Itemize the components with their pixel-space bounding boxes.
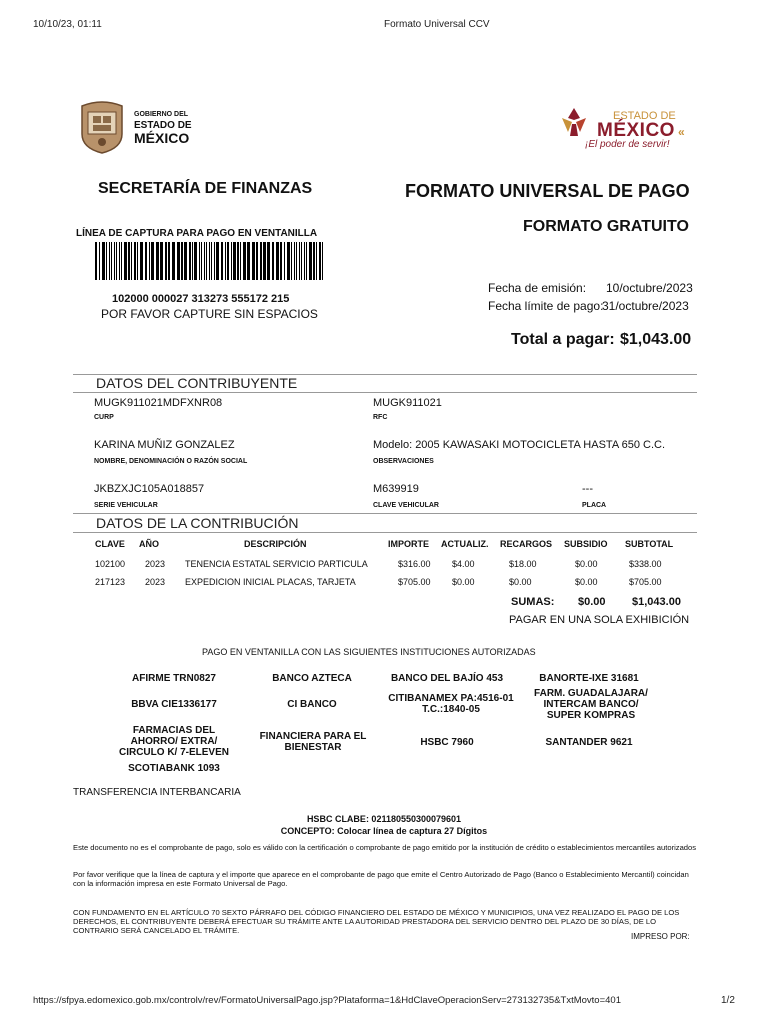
barcode-bar bbox=[280, 242, 282, 280]
barcode-bar bbox=[189, 242, 191, 280]
pago-note: PAGAR EN UNA SOLA EXHIBICIÓN bbox=[509, 614, 690, 626]
barcode-bar bbox=[121, 242, 122, 280]
barcode-bar bbox=[194, 242, 197, 280]
institution-item: FARMACIAS DEL AHORRO/ EXTRA/ CIRCULO K/ 7-ELEVEN bbox=[118, 725, 229, 758]
barcode-bar bbox=[304, 242, 305, 280]
barcode-bar bbox=[309, 242, 312, 280]
row1-descripcion: TENENCIA ESTATAL SERVICIO PARTICULA bbox=[185, 559, 368, 569]
observaciones-label: OBSERVACIONES bbox=[373, 458, 434, 465]
barcode-bar bbox=[267, 242, 270, 280]
barcode-bar bbox=[227, 242, 229, 280]
state-brand-icon bbox=[558, 106, 590, 138]
barcode-bar bbox=[214, 242, 215, 280]
institution-item: CI BANCO bbox=[287, 699, 337, 710]
barcode-bar bbox=[252, 242, 255, 280]
state-coat-of-arms-icon bbox=[79, 100, 125, 154]
sumas-subsidio: $0.00 bbox=[578, 596, 606, 608]
institution-item: CITIBANAMEX PA:4516-01 T.C.:1840-05 bbox=[388, 693, 514, 715]
institution-item: SCOTIABANK 1093 bbox=[128, 763, 220, 774]
barcode-bar bbox=[201, 242, 202, 280]
barcode-bar bbox=[316, 242, 317, 280]
institution-item: BANCO DEL BAJÍO 453 bbox=[390, 673, 504, 684]
contribuyente-title: DATOS DEL CONTRIBUYENTE bbox=[96, 375, 298, 391]
sumas-total: $1,043.00 bbox=[632, 596, 681, 608]
captura-number: 102000 000027 313273 555172 215 bbox=[112, 293, 290, 305]
barcode-bar bbox=[184, 242, 187, 280]
document-title: FORMATO UNIVERSAL DE PAGO bbox=[405, 181, 690, 201]
barcode-bar bbox=[165, 242, 167, 280]
row1-clave: 102100 bbox=[95, 559, 126, 569]
nombre-label: NOMBRE, DENOMINACIÓN O RAZÓN SOCIAL bbox=[94, 458, 248, 465]
row2-clave: 217123 bbox=[95, 577, 126, 587]
note-fundamento: CON FUNDAMENTO EN EL ARTÍCULO 70 SEXTO PÁRRAFO DEL CÓDIGO FINANCIERO DEL ESTADO DE MÉXICO Y MUNICIPIOS, UNA VEZ REALIZADO EL PAGO DE LOS DERECHOS, EL CONTRIBUYENTE DEBERÁ EFECTUAR SU TRÁMITE ANTE LA AUTORIDAD PRESTADORA DEL SERVICIO DENTRO DEL PLAZO DE 30 DÍAS, DE LO CONTRARIO SERÁ CANCELADO EL TRÁMITE. bbox=[73, 908, 680, 935]
total-label: Total a pagar: bbox=[511, 331, 615, 348]
clave-vehicular-value: M639919 bbox=[373, 483, 419, 495]
barcode-bar bbox=[263, 242, 266, 280]
barcode-bar bbox=[99, 242, 100, 280]
row2-recargos: $0.00 bbox=[509, 577, 532, 587]
col-clave: CLAVE bbox=[95, 539, 125, 549]
barcode-bar bbox=[172, 242, 175, 280]
barcode-bar bbox=[294, 242, 295, 280]
fecha-limite: 31/octubre/2023 bbox=[602, 299, 689, 313]
barcode-bar bbox=[131, 242, 132, 280]
transferencia-clabe: HSBC CLABE: 021180550300079601 bbox=[306, 814, 462, 824]
institution-item: FARM. GUADALAJARA/ INTERCAM BANCO/ SUPER KOMPRAS bbox=[534, 688, 648, 721]
barcode-bar bbox=[119, 242, 120, 280]
row1-importe: $316.00 bbox=[398, 559, 431, 569]
state-logo-line2: MÉXICO bbox=[597, 120, 675, 141]
barcode-bar bbox=[95, 242, 97, 280]
barcode-bar bbox=[149, 242, 150, 280]
barcode bbox=[95, 242, 327, 280]
institution-item: BANORTE-IXE 31681 bbox=[539, 673, 639, 684]
barcode-bar bbox=[209, 242, 210, 280]
fecha-limite-label: Fecha límite de pago: bbox=[488, 299, 604, 313]
barcode-bar bbox=[140, 242, 143, 280]
section-divider bbox=[73, 513, 697, 514]
institution-item: SANTANDER 9621 bbox=[545, 737, 633, 748]
row1-subsidio: $0.00 bbox=[575, 559, 598, 569]
institution-item: FINANCIERA PARA EL BIENESTAR bbox=[259, 731, 367, 753]
barcode-bar bbox=[306, 242, 307, 280]
barcode-bar bbox=[106, 242, 107, 280]
contribucion-title: DATOS DE LA CONTRIBUCIÓN bbox=[96, 515, 299, 531]
barcode-bar bbox=[231, 242, 232, 280]
row2-descripcion: EXPEDICION INICIAL PLACAS, TARJETA bbox=[185, 577, 356, 587]
gov-logo-line1: GOBIERNO DEL bbox=[134, 111, 189, 118]
barcode-bar bbox=[260, 242, 262, 280]
barcode-bar bbox=[192, 242, 193, 280]
impreso-por-label: IMPRESO POR: bbox=[631, 932, 690, 941]
transferencia-label: TRANSFERENCIA INTERBANCARIA bbox=[73, 787, 241, 798]
serie-label: SERIE VEHICULAR bbox=[94, 502, 158, 509]
row2-subsidio: $0.00 bbox=[575, 577, 598, 587]
print-page-title: Formato Universal CCV bbox=[384, 19, 490, 30]
sumas-label: SUMAS: bbox=[511, 596, 555, 608]
row1-recargos: $18.00 bbox=[509, 559, 537, 569]
fecha-emision: 10/octubre/2023 bbox=[606, 281, 693, 295]
barcode-bar bbox=[322, 242, 323, 280]
col-importe: IMPORTE bbox=[388, 539, 430, 549]
rfc-label: RFC bbox=[373, 414, 388, 421]
barcode-bar bbox=[247, 242, 250, 280]
observaciones-value: Modelo: 2005 KAWASAKI MOTOCICLETA HASTA 650 C.C. bbox=[373, 439, 666, 451]
captura-note: POR FAVOR CAPTURE SIN ESPACIOS bbox=[101, 307, 318, 321]
barcode-bar bbox=[116, 242, 117, 280]
state-logo-line1: ESTADO DE bbox=[613, 110, 676, 122]
barcode-bar bbox=[240, 242, 241, 280]
barcode-bar bbox=[160, 242, 163, 280]
barcode-bar bbox=[111, 242, 112, 280]
barcode-bar bbox=[109, 242, 110, 280]
barcode-bar bbox=[272, 242, 274, 280]
document-subtitle: FORMATO GRATUITO bbox=[523, 218, 689, 235]
barcode-bar bbox=[225, 242, 226, 280]
barcode-bar bbox=[237, 242, 239, 280]
secretaria-title: SECRETARÍA DE FINANZAS bbox=[98, 180, 313, 197]
print-page-number: 1/2 bbox=[721, 995, 735, 1006]
barcode-bar bbox=[287, 242, 290, 280]
section-divider bbox=[73, 392, 697, 393]
barcode-bar bbox=[181, 242, 183, 280]
institution-item: BBVA CIE1336177 bbox=[131, 699, 217, 710]
barcode-bar bbox=[124, 242, 127, 280]
captura-label: LÍNEA DE CAPTURA PARA PAGO EN VENTANILLA bbox=[76, 228, 318, 239]
barcode-bar bbox=[291, 242, 292, 280]
barcode-bar bbox=[177, 242, 180, 280]
col-subsidio: SUBSIDIO bbox=[564, 539, 608, 549]
curp-value: MUGK911021MDFXNR08 bbox=[94, 397, 223, 409]
barcode-bar bbox=[156, 242, 159, 280]
barcode-bar bbox=[151, 242, 154, 280]
col-actualiz: ACTUALIZ. bbox=[441, 539, 489, 549]
row1-actualiz: $4.00 bbox=[452, 559, 475, 569]
row2-actualiz: $0.00 bbox=[452, 577, 475, 587]
clave-vehicular-label: CLAVE VEHICULAR bbox=[373, 502, 439, 509]
barcode-bar bbox=[233, 242, 236, 280]
barcode-bar bbox=[145, 242, 147, 280]
col-anio: AÑO bbox=[139, 539, 159, 549]
barcode-bar bbox=[301, 242, 302, 280]
row2-anio: 2023 bbox=[145, 577, 166, 587]
barcode-bar bbox=[276, 242, 279, 280]
gov-logo-line2: ESTADO DE bbox=[134, 120, 192, 131]
transferencia-concepto: CONCEPTO: Colocar línea de captura 27 Dígitos bbox=[280, 826, 488, 836]
gov-logo-line3: MÉXICO bbox=[134, 130, 190, 146]
print-url[interactable]: https://sfpya.edomexico.gob.mx/controlv/rev/FormatoUniversalPago.jsp?Plataforma=1&HdClaveOperacionServ=273132735&TxtMovto=401 bbox=[33, 995, 621, 1006]
placa-label: PLACA bbox=[582, 502, 607, 509]
barcode-bar bbox=[114, 242, 115, 280]
barcode-bar bbox=[102, 242, 105, 280]
barcode-bar bbox=[204, 242, 205, 280]
state-logo-slogan: ¡El poder de servir! bbox=[585, 139, 670, 150]
instituciones-title: PAGO EN VENTANILLA CON LAS SIGUIENTES INSTITUCIONES AUTORIZADAS bbox=[202, 647, 536, 657]
total-amount: $1,043.00 bbox=[620, 331, 692, 348]
barcode-bar bbox=[243, 242, 246, 280]
barcode-bar bbox=[199, 242, 200, 280]
fecha-emision-label: Fecha de emisión: bbox=[488, 281, 587, 295]
barcode-bar bbox=[299, 242, 300, 280]
col-recargos: RECARGOS bbox=[500, 539, 553, 549]
row1-subtotal: $338.00 bbox=[629, 559, 662, 569]
nombre-value: KARINA MUÑIZ GONZALEZ bbox=[94, 439, 235, 451]
barcode-bar bbox=[168, 242, 170, 280]
serie-value: JKBZXJC105A018857 bbox=[94, 483, 205, 495]
institution-item: BANCO AZTECA bbox=[272, 673, 352, 684]
barcode-bar bbox=[137, 242, 138, 280]
barcode-bar bbox=[128, 242, 130, 280]
barcode-bar bbox=[216, 242, 219, 280]
barcode-bar bbox=[313, 242, 315, 280]
placa-value: --- bbox=[582, 483, 593, 495]
curp-label: CURP bbox=[94, 414, 114, 421]
row2-subtotal: $705.00 bbox=[629, 577, 662, 587]
print-datetime: 10/10/23, 01:11 bbox=[33, 19, 102, 30]
barcode-bar bbox=[319, 242, 321, 280]
row1-anio: 2023 bbox=[145, 559, 166, 569]
note-comprobante: Este documento no es el comprobante de pago, solo es válido con la certificación o comprobante de pago emitido por la institución de crédito o establecimientos mercantiles autorizados bbox=[73, 843, 697, 852]
barcode-bar bbox=[284, 242, 285, 280]
barcode-bar bbox=[296, 242, 297, 280]
barcode-bar bbox=[134, 242, 136, 280]
barcode-bar bbox=[256, 242, 258, 280]
barcode-bar bbox=[206, 242, 207, 280]
row2-importe: $705.00 bbox=[398, 577, 431, 587]
barcode-bar bbox=[211, 242, 212, 280]
barcode-bar bbox=[221, 242, 223, 280]
rfc-value: MUGK911021 bbox=[373, 397, 442, 409]
institution-item: HSBC 7960 bbox=[420, 737, 474, 748]
note-verificacion: Por favor verifique que la línea de captura y el importe que aparece en el comprobante de pago que emite el Centro Autorizado de Pago (Banco o Establecimiento Mercantil) coincidan con la información impresa en este Formato Universal de Pago. bbox=[73, 870, 689, 888]
institution-item: AFIRME TRN0827 bbox=[132, 673, 216, 684]
section-divider bbox=[73, 532, 697, 533]
col-descripcion: DESCRIPCIÓN bbox=[244, 539, 307, 549]
state-logo-chevrons-icon: « bbox=[678, 125, 685, 139]
col-subtotal: SUBTOTAL bbox=[625, 539, 674, 549]
